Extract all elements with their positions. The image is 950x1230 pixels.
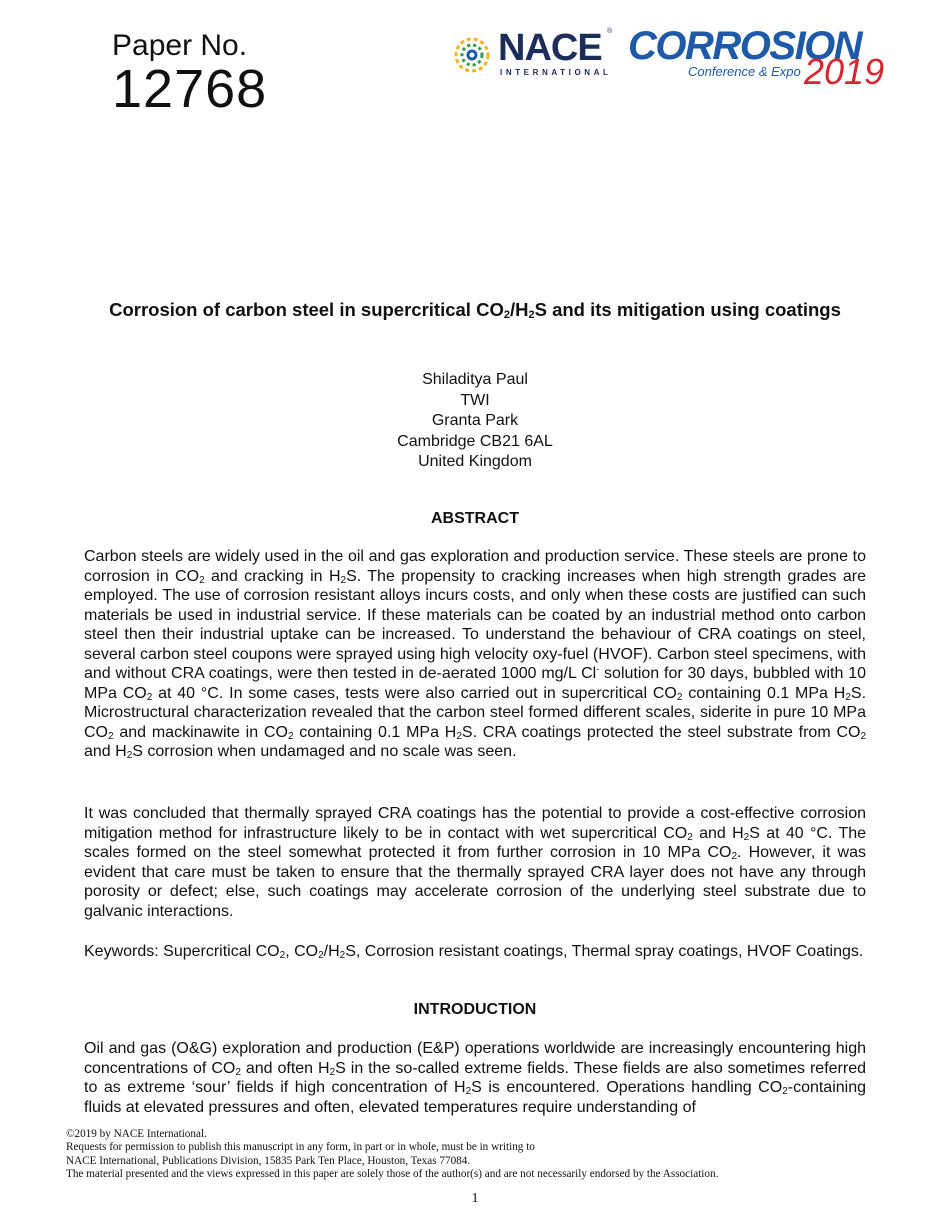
- footer-line: ©2019 by NACE International.: [66, 1128, 207, 1140]
- page-number: 1: [471, 1191, 479, 1206]
- nace-registered-mark: ®: [607, 28, 613, 35]
- text-run: and mackinawite in CO: [113, 723, 288, 741]
- subscript: 2: [235, 1066, 241, 1078]
- subscript: 2: [279, 950, 286, 961]
- text-run: S, Corrosion resistant coatings, Thermal spray coatings, HVOF Coatings.: [345, 943, 864, 960]
- text-run: and cracking in H: [204, 567, 341, 585]
- text-run: . However, it was evident that care must be taken to ensure that the thermally sprayed CRA layer does not have any through porosity or defect; else, such coatings may accelerate corrosion of the underlying steel substrate due to galvanic interactions.: [84, 844, 866, 920]
- text-run: Carbon steels are widely used in the oil and gas exploration and production service. These steels are prone to corrosion in CO: [84, 548, 866, 585]
- nace-logo-text: NACE: [498, 27, 602, 69]
- corrosion-conference-logo: [628, 24, 888, 92]
- nace-globe-icon: [452, 32, 492, 78]
- paper-title: Corrosion of carbon steel in supercritical $CO_2/H_2S$ and its mitigation using coatings: [109, 299, 841, 321]
- subscript: 2: [845, 691, 851, 703]
- text-run: S in the so-called extreme fields. These fields are also sometimes referred to as extreme ‘sour’ fields if high concentration of H: [84, 1059, 866, 1096]
- introduction-paragraph: [84, 1039, 866, 1117]
- introduction-heading: INTRODUCTION: [413, 1001, 537, 1018]
- corrosion-logo-text: CORROSION: [628, 24, 862, 68]
- author-block: [84, 370, 866, 473]
- text-run: and often H: [240, 1059, 330, 1077]
- text-run: Keywords: Supercritical CO: [84, 943, 280, 960]
- subscript: 2: [146, 691, 153, 703]
- superscript: -: [596, 664, 600, 674]
- text-run: S. The propensity to cracking increases when high strength grades are employed. The use of corrosion resistant alloys incurs costs, and only when these costs are justified can such materials be used in industrial service. If these materials can be coated by an industrial method onto carbon steel then their industrial uptake can be increased. To understand the behaviour of CRA coatings on steel, several carbon steel coupons were sprayed using high velocity oxy-fuel (HVOF). Carbon steel specimens, with and without CRA coatings, were then tested in de-aerated 1000 mg/L Cl: [84, 567, 867, 682]
- footer-line: NACE International, Publications Division, 15835 Park Ten Place, Houston, Texas 77084.: [66, 1154, 471, 1167]
- text-run: and H: [692, 824, 744, 842]
- subscript: 2: [108, 730, 114, 742]
- subscript: 2: [287, 730, 294, 742]
- subscript: 2: [199, 574, 205, 586]
- text-run: S is encountered. Operations handling CO: [471, 1079, 783, 1096]
- subscript: 2: [465, 1086, 472, 1097]
- subscript: 2: [743, 831, 750, 843]
- author-address-line: Cambridge CB21 6AL: [397, 432, 553, 450]
- abstract-conclusion-paragraph: [84, 804, 866, 921]
- text-run: S corrosion when undamaged and no scale was seen.: [132, 743, 517, 760]
- abstract-paragraph: [84, 547, 866, 762]
- text-run: containing 0.1 MPa H: [293, 723, 457, 741]
- text-run: S at 40 °C. The scales formed on the steel somewhat protected it from further corrosion in 10 MPa CO: [84, 824, 867, 861]
- paper-number: 12768: [112, 59, 268, 119]
- footer-line: Requests for permission to publish this manuscript in any form, in part or in whole, must be in writing to: [66, 1141, 535, 1154]
- subscript: 2: [126, 750, 133, 761]
- subscript: 2: [318, 950, 324, 961]
- corrosion-logo-subtitle: Conference & Expo: [688, 64, 801, 79]
- keywords-paragraph: [84, 942, 866, 962]
- subscript: 2: [731, 851, 738, 862]
- copyright-footer: [66, 1128, 886, 1182]
- text-run: solution for 30 days, bubbled with 10 MPa CO: [84, 665, 867, 702]
- author-country: United Kingdom: [418, 453, 532, 470]
- subscript: 2: [329, 1066, 336, 1078]
- nace-logo-subtitle: INTERNATIONAL: [500, 68, 612, 77]
- text-run: S. Microstructural characterization revealed that the carbon steel formed different scales, siderite in pure 10 MPa CO: [84, 684, 867, 741]
- text-run: at 40 °C. In some cases, tests were also carried out in supercritical CO: [152, 684, 677, 702]
- footer-line: The material presented and the views expressed in this paper are solely those of the author(s) and are not necessarily endorsed by the Association.: [66, 1168, 719, 1181]
- text-run: S. CRA coatings protected the steel substrate from CO: [461, 723, 861, 741]
- subscript: 2: [339, 950, 346, 961]
- subscript: 2: [782, 1086, 788, 1097]
- text-run: Oil and gas (O&G) exploration and production (E&P) operations worldwide are increasingly encountering high concentrations of CO: [84, 1040, 866, 1077]
- text-run: and H: [84, 743, 127, 760]
- abstract-heading: ABSTRACT: [431, 510, 519, 527]
- author-affiliation: TWI: [460, 391, 490, 409]
- author-name: Shiladitya Paul: [422, 371, 528, 388]
- subscript: 2: [860, 730, 866, 742]
- subscript: 2: [340, 574, 347, 586]
- text-run: , CO: [285, 943, 319, 960]
- text-run: It was concluded that thermally sprayed CRA coatings has the potential to provide a cost-effective corrosion mitigation method for infrastructure likely to be in contact with wet supercritical CO: [84, 805, 866, 842]
- subscript: 2: [676, 691, 683, 703]
- subscript: 2: [456, 730, 462, 742]
- text-run: /H: [323, 943, 340, 960]
- text-run: containing 0.1 MPa H: [682, 684, 846, 702]
- nace-logo: [452, 27, 622, 80]
- author-address-line: Granta Park: [431, 412, 519, 429]
- text-run: -containing fluids at elevated pressures and often, elevated temperatures require understanding of: [84, 1079, 867, 1116]
- subscript: 2: [687, 831, 693, 843]
- corrosion-logo-year: 2019: [804, 51, 885, 92]
- paper-label: Paper No.: [112, 29, 248, 62]
